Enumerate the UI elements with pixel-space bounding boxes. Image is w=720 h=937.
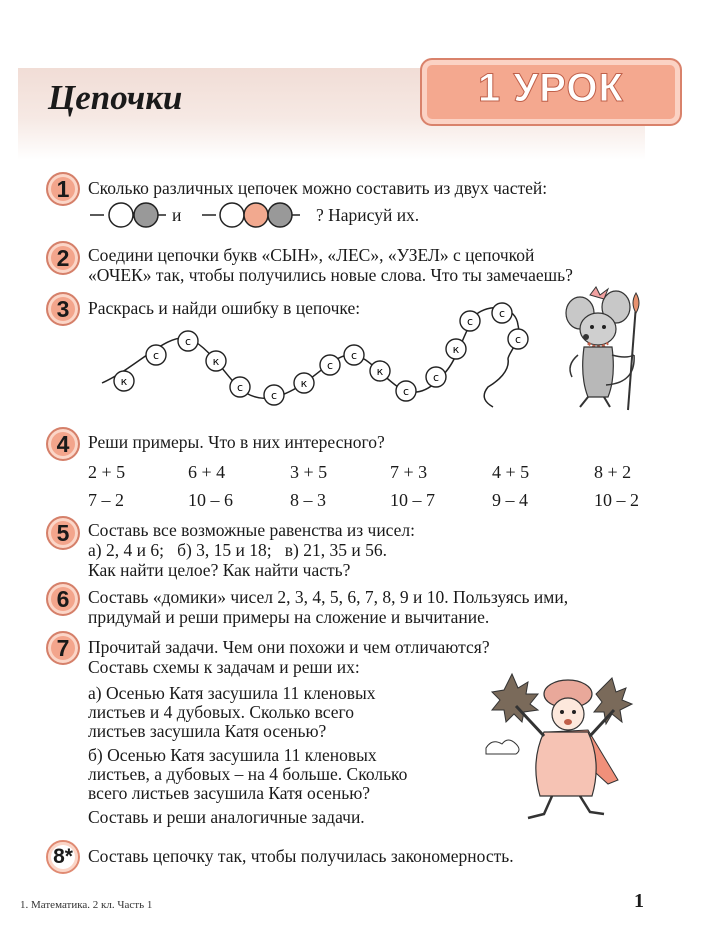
example: 6 + 4	[188, 462, 226, 482]
task-2-text-line1: Соедини цепочки букв «СЫН», «ЛЕС», «УЗЕЛ» с цепочкой	[88, 245, 535, 265]
task-6-text-line2: придумай и реши примеры на сложение и вычитание.	[88, 607, 490, 627]
example: 10 – 7	[390, 490, 435, 510]
footer-source: 1. Математика. 2 кл. Часть 1	[20, 899, 153, 911]
example: 8 – 3	[290, 490, 326, 510]
chain-bead-letter: с	[432, 371, 440, 384]
task-5-text-line2: а) 2, 4 и 6; б) 3, 15 и 18; в) 21, 35 и 56.	[88, 540, 387, 560]
example: 2 + 5	[88, 462, 126, 482]
example: 10 – 2	[594, 490, 639, 510]
girl-illustration	[482, 664, 642, 824]
task-number-3: 3	[46, 292, 80, 326]
task-4-text: Реши примеры. Что в них интересного?	[88, 432, 385, 452]
task-number-7: 7	[46, 631, 80, 665]
task-7-b-line1: б) Осенью Катя засушила 11 кленовых	[88, 745, 377, 765]
chain-bead-letter: с	[498, 307, 506, 320]
page-title: Цепочки	[48, 78, 183, 117]
chain-bead-letter: к	[376, 365, 384, 378]
task-5-text-line3: Как найти целое? Как найти часть?	[88, 560, 351, 580]
chain-bead-letter: с	[350, 349, 358, 362]
task-number-5: 5	[46, 516, 80, 550]
task-1-and: и	[172, 205, 182, 225]
task-7-a-line1: а) Осенью Катя засушила 11 кленовых	[88, 683, 376, 703]
example: 10 – 6	[188, 490, 233, 510]
chain-bead-letter: к	[300, 377, 308, 390]
task-6-text-line1: Составь «домики» чисел 2, 3, 4, 5, 6, 7, 8, 9 и 10. Пользуясь ими,	[88, 587, 569, 607]
example: 9 – 4	[492, 490, 528, 510]
lesson-badge	[420, 58, 682, 126]
task-1-text: Сколько различных цепочек можно составить из двух частей:	[88, 178, 548, 198]
chain-bead-letter: с	[402, 385, 410, 398]
page-number: 1	[634, 890, 644, 912]
task-7-b-line3: всего листьев засушила Катя осенью?	[88, 783, 371, 803]
lesson-label: 1 УРОК	[478, 66, 624, 110]
task-3-text: Раскрась и найди ошибку в цепочке:	[88, 298, 361, 318]
task-7-b-line2: листьев, а дубовых – на 4 больше. Сколько	[88, 764, 408, 784]
example: 7 – 2	[88, 490, 124, 510]
task-5-text-line1: Составь все возможные равенства из чисел:	[88, 520, 416, 540]
chain-bead-letter: с	[514, 333, 522, 346]
chain-bead-letter: с	[466, 315, 474, 328]
mouse-illustration	[558, 285, 658, 415]
task-number-4: 4	[46, 427, 80, 461]
task-3-chain	[98, 295, 548, 425]
task-7-text-line1: Прочитай задачи. Чем они похожи и чем отличаются?	[88, 637, 490, 657]
example: 7 + 3	[390, 462, 428, 482]
task-7-a-line2: листьев и 4 дубовых. Сколько всего	[88, 702, 355, 722]
chain-bead-letter: к	[120, 375, 128, 388]
chain-bead-letter: с	[152, 349, 160, 362]
example: 3 + 5	[290, 462, 328, 482]
task-number-1: 1	[46, 172, 80, 206]
chain-bead-letter: с	[270, 389, 278, 402]
task-number-2: 2	[46, 241, 80, 275]
task-number-6: 6	[46, 582, 80, 616]
examples-grid	[88, 462, 658, 512]
task-8-text: Составь цепочку так, чтобы получилась закономерность.	[88, 846, 514, 866]
chain-bead-letter: к	[452, 343, 460, 356]
chain-bead-letter: с	[236, 381, 244, 394]
task-7-text-line2: Составь схемы к задачам и реши их:	[88, 657, 360, 677]
task-2-text-line2: «ОЧЕК» так, чтобы получились новые слова. Что ты замечаешь?	[88, 265, 573, 285]
task-number-8: 8*	[46, 840, 80, 874]
task-1-beads	[86, 198, 336, 232]
task-7-c-line1: Составь и реши аналогичные задачи.	[88, 807, 365, 827]
chain-bead-letter: к	[212, 355, 220, 368]
example: 8 + 2	[594, 462, 632, 482]
task-1-text-end: ? Нарисуй их.	[316, 205, 420, 225]
example: 4 + 5	[492, 462, 530, 482]
chain-bead-letter: с	[326, 359, 334, 372]
task-7-a-line3: листьев засушила Катя осенью?	[88, 721, 327, 741]
chain-bead-letter: с	[184, 335, 192, 348]
